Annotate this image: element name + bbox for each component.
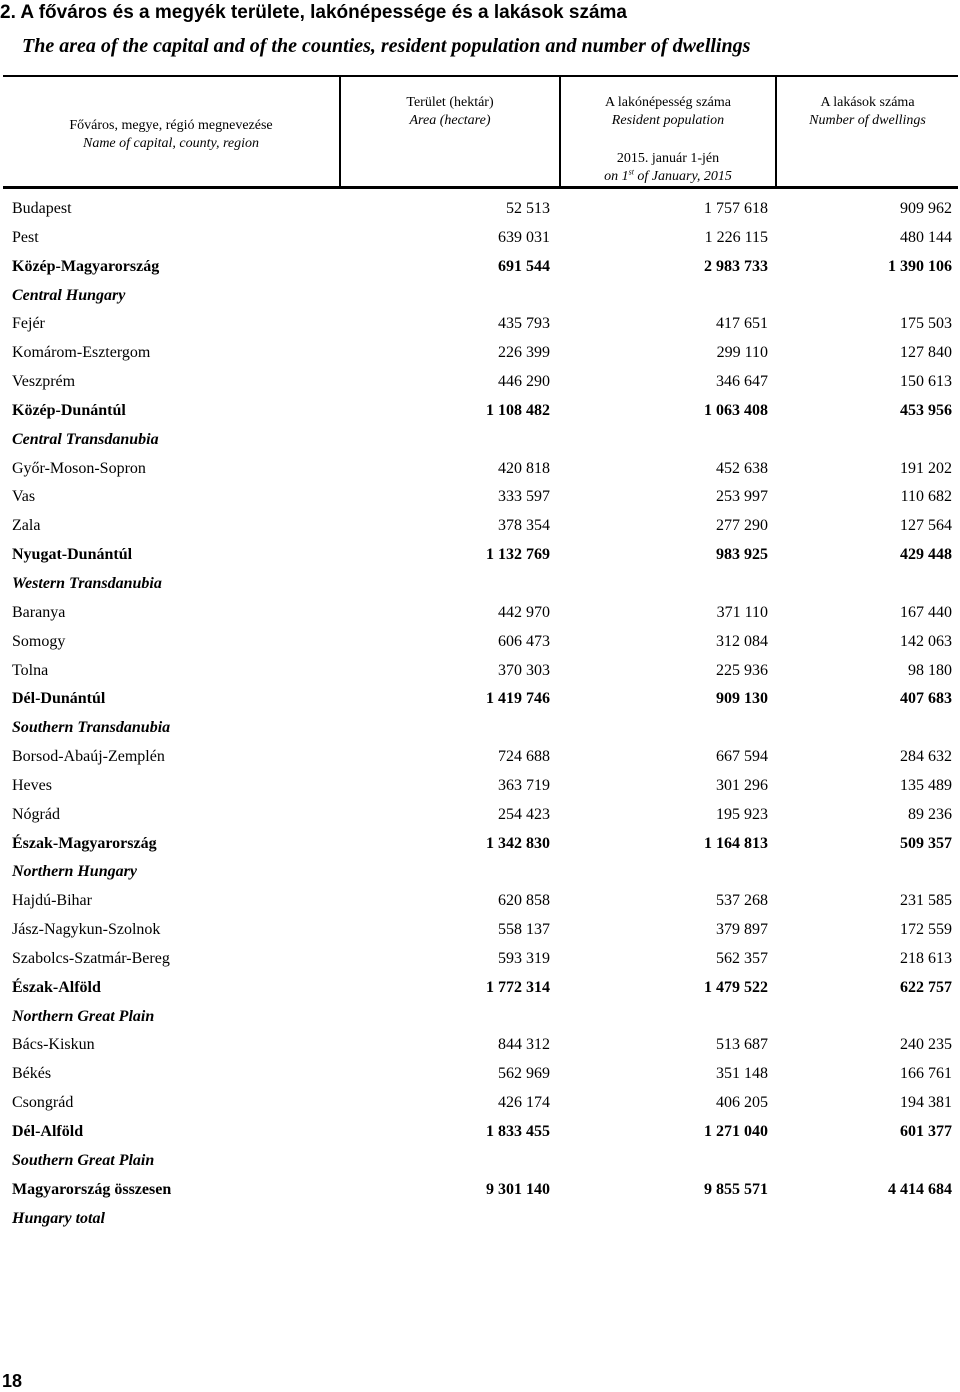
row-population: 299 110 [716,344,768,362]
row-population: 452 638 [716,459,768,477]
row-name: Southern Great Plain [12,1151,155,1169]
row-area: 370 303 [498,661,550,679]
row-name: Bács-Kiskun [12,1036,95,1054]
header-name-column [3,117,339,153]
row-population: 253 997 [716,488,768,506]
row-area: 435 793 [498,315,550,333]
row-dwellings: 4 414 684 [888,1180,952,1198]
table-row [0,628,960,657]
row-dwellings: 175 503 [900,315,952,333]
row-population: 1 164 813 [704,834,768,852]
row-dwellings: 191 202 [900,459,952,477]
row-name: Vas [12,488,36,506]
row-name: Zala [12,517,41,535]
header-area-hu: Terület (hektár) [406,95,494,110]
table-row [0,1118,960,1147]
row-dwellings: 98 180 [908,661,952,679]
row-dwellings: 622 757 [900,978,952,996]
row-name: Nógrád [12,805,60,823]
header-dwellings-hu: A lakások száma [820,95,915,110]
table-row [0,1089,960,1118]
table-row [0,743,960,772]
row-population: 417 651 [716,315,768,333]
page-subtitle: The area of the capital and of the counties, resident population and number of dwellings [22,35,751,57]
table-row [0,657,960,686]
table-row [0,253,960,282]
row-population: 301 296 [716,776,768,794]
table-row [0,310,960,339]
row-area: 1 342 830 [486,834,550,852]
table-row [0,916,960,945]
row-name: Northern Great Plain [12,1007,155,1025]
header-population-column [561,94,775,130]
table-row [0,1176,960,1205]
row-area: 333 597 [498,488,550,506]
row-name: Magyarország összesen [12,1180,172,1198]
header-name-en: Name of capital, county, region [82,136,259,151]
row-population: 983 925 [716,546,768,564]
row-population: 562 357 [716,949,768,967]
row-name: Csongrád [12,1094,74,1112]
table-row [0,512,960,541]
table-row [0,1060,960,1089]
row-name: Borsod-Abaúj-Zemplén [12,748,165,766]
row-population: 1 757 618 [704,200,768,217]
row-dwellings: 1 390 106 [888,257,952,275]
row-dwellings: 89 236 [908,805,952,823]
row-area: 420 818 [498,459,550,477]
table-row [0,224,960,253]
row-name: Budapest [12,200,72,217]
row-population: 406 205 [716,1094,768,1112]
header-date-hu: 2015. január 1-jén [616,151,720,166]
row-name: Dél-Dunántúl [12,690,106,708]
table-row [0,1205,960,1234]
row-population: 537 268 [716,892,768,910]
row-area: 691 544 [498,257,550,275]
header-dwellings-en: Number of dwellings [809,113,926,128]
row-dwellings: 429 448 [900,546,952,564]
header-dwellings-column [777,94,958,130]
row-population: 1 479 522 [704,978,768,996]
row-population: 379 897 [716,921,768,939]
table-row [0,541,960,570]
row-name: Baranya [12,603,66,621]
row-population: 9 855 571 [704,1180,768,1198]
table-row [0,570,960,599]
row-area: 724 688 [498,748,550,766]
table-row [0,339,960,368]
row-name: Közép-Dunántúl [12,401,126,419]
row-name: Western Transdanubia [12,574,162,592]
row-area: 639 031 [498,228,550,246]
row-dwellings: 127 564 [900,517,952,535]
table-row [0,685,960,714]
row-name: Békés [12,1065,52,1083]
row-population: 277 290 [716,517,768,535]
row-population: 195 923 [716,805,768,823]
table-row [0,1147,960,1176]
table-row [0,195,960,224]
row-area: 1 772 314 [486,978,550,996]
table-row [0,945,960,974]
row-area: 442 970 [498,603,550,621]
row-dwellings: 194 381 [900,1094,952,1112]
table-row [0,1031,960,1060]
row-population: 1 271 040 [704,1123,768,1140]
row-dwellings: 142 063 [900,632,952,650]
row-dwellings: 453 956 [900,401,952,419]
row-dwellings: 166 761 [900,1065,952,1083]
row-name: Central Hungary [12,286,126,304]
row-population: 513 687 [716,1036,768,1054]
row-area: 446 290 [498,373,550,391]
row-dwellings: 135 489 [900,776,952,794]
table-row [0,1003,960,1032]
row-name: Tolna [12,661,49,679]
row-name: Veszprém [12,373,76,391]
row-dwellings: 509 357 [900,834,952,852]
table-row [0,974,960,1003]
row-name: Heves [12,776,52,794]
row-dwellings: 480 144 [900,228,952,246]
row-dwellings: 150 613 [900,373,952,391]
page-title: 2. A főváros és a megyék területe, lakónépessége és a lakások száma [0,2,627,23]
row-dwellings: 601 377 [900,1123,952,1140]
row-area: 363 719 [498,776,550,794]
row-population: 1 063 408 [704,401,768,419]
row-name: Észak-Magyarország [12,834,157,852]
row-dwellings: 110 682 [900,488,952,506]
table-row [0,455,960,484]
header-area-column [341,94,559,130]
row-name: Southern Transdanubia [12,719,171,737]
row-population: 1 226 115 [704,228,768,246]
table-body [0,195,960,1233]
row-dwellings: 407 683 [900,690,952,708]
row-population: 2 983 733 [704,257,768,275]
row-area: 620 858 [498,892,550,910]
table-row [0,483,960,512]
row-population: 667 594 [716,748,768,766]
row-area: 562 969 [498,1065,550,1083]
table-header [3,75,958,189]
row-dwellings: 218 613 [900,949,952,967]
table-row [0,368,960,397]
row-area: 426 174 [498,1094,550,1112]
row-name: Komárom-Esztergom [12,344,151,362]
table-row [0,858,960,887]
table-row [0,801,960,830]
table-row [0,830,960,859]
row-area: 378 354 [498,517,550,535]
row-population: 371 110 [716,603,768,621]
row-population: 346 647 [716,373,768,391]
row-dwellings: 231 585 [900,892,952,910]
row-name: Somogy [12,632,66,650]
header-name-hu: Főváros, megye, régió megnevezése [69,118,273,133]
row-dwellings: 167 440 [900,603,952,621]
row-name: Northern Hungary [12,863,137,881]
row-area: 593 319 [498,949,550,967]
row-area: 1 419 746 [486,690,550,708]
row-dwellings: 909 962 [900,200,952,217]
table-row [0,282,960,311]
row-dwellings: 127 840 [900,344,952,362]
row-population: 351 148 [716,1065,768,1083]
table-row [0,714,960,743]
table-row [0,397,960,426]
row-area: 1 833 455 [486,1123,550,1140]
table-row [0,772,960,801]
row-name: Fejér [12,315,45,333]
page-number: 18 [2,1371,23,1391]
row-population: 909 130 [716,690,768,708]
row-area: 1 132 769 [486,546,550,564]
row-name: Dél-Alföld [12,1123,84,1140]
row-area: 226 399 [498,344,550,362]
header-date [561,150,775,186]
row-name: Nyugat-Dunántúl [12,546,133,564]
row-area: 844 312 [498,1036,550,1054]
row-population: 312 084 [716,632,768,650]
row-name: Győr-Moson-Sopron [12,459,146,477]
header-population-hu: A lakónépesség száma [605,95,731,110]
row-name: Pest [12,228,39,246]
row-area: 606 473 [498,632,550,650]
table-row [0,426,960,455]
table-row [0,599,960,628]
row-area: 254 423 [498,805,550,823]
row-name: Hajdú-Bihar [12,892,92,910]
row-area: 52 513 [506,200,550,217]
row-name: Central Transdanubia [12,430,159,448]
row-dwellings: 172 559 [900,921,952,939]
row-dwellings: 240 235 [900,1036,952,1054]
row-name: Szabolcs-Szatmár-Bereg [12,949,170,967]
row-area: 1 108 482 [486,401,550,419]
row-name: Észak-Alföld [12,978,101,996]
header-area-en: Area (hectare) [409,113,491,128]
row-area: 558 137 [498,921,550,939]
row-population: 225 936 [716,661,768,679]
table-row [0,887,960,916]
row-area: 9 301 140 [486,1180,550,1198]
header-population-en: Resident population [611,113,725,128]
row-name: Hungary total [12,1209,105,1227]
row-name: Közép-Magyarország [12,257,160,275]
row-dwellings: 284 632 [900,748,952,766]
row-name: Jász-Nagykun-Szolnok [12,921,161,939]
header-date-en: on 1st of January, 2015 [604,167,732,184]
